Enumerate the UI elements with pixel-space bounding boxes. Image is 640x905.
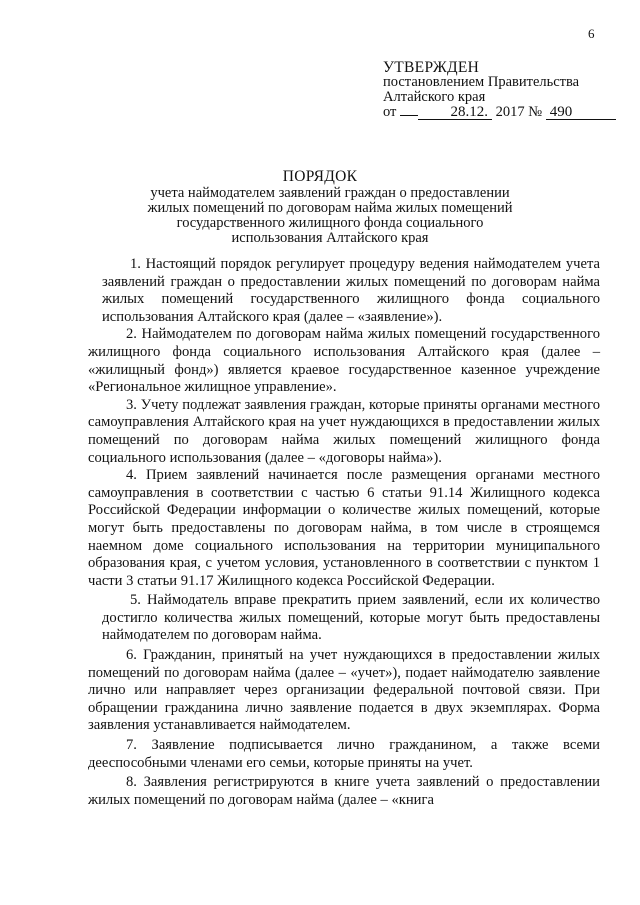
- paragraph-5: 5. Наймодатель вправе прекратить прием заявлений, если их количество достигло количества жилых помещений, которые могут быть предоставлены наймодателем по договорам найма.: [102, 592, 600, 644]
- subtitle-line: учета наймодателем заявлений граждан о предоставлении: [150, 185, 510, 201]
- paragraph-1: 1. Настоящий порядок регулирует процедуру ведения наймодателем учета заявлений граждан о предоставлении жилых помещений по договорам найма жилых помещений государственного жилищного фонда социального использования Алтайского края (далее – «заявление»).: [102, 256, 600, 325]
- document-title: ПОРЯДОК: [282, 168, 358, 185]
- paragraph-3: 3. Учету подлежат заявления граждан, которые приняты органами местного самоуправления Алтайского края на учет нуждающихся в предоставлении жилых помещений по договорам найма жилых помещений жилищного фонда социального использования (далее – «договоры найма»).: [88, 396, 600, 466]
- paragraph-2: 2. Наймодателем по договорам найма жилых помещений государственного жилищного фонда социального использования Алтайского края (далее – «жилищный фонд») является краевое государственное казенное учреждение «Региональное жилищное управление».: [88, 326, 600, 396]
- approval-date-line: [383, 105, 616, 120]
- approval-line: Алтайского края: [383, 89, 486, 105]
- approval-number: 490: [546, 105, 616, 120]
- document-subtitle: [120, 186, 540, 246]
- from-label: от: [383, 104, 397, 120]
- approval-heading: УТВЕРЖДЕН: [383, 59, 480, 76]
- subtitle-line: государственного жилищного фонда социального: [176, 215, 484, 231]
- paragraph-7: 7. Заявление подписывается лично гражданином, а также всеми дееспособными членами его семьи, которые приняты на учет.: [88, 737, 600, 771]
- number-sign: №: [528, 104, 543, 120]
- date-underline: [400, 115, 418, 116]
- paragraph-4: 4. Прием заявлений начинается после размещения органами местного самоуправления в соответствии с частью 6 статьи 91.14 Жилищного кодекса Российской Федерации информации о количестве жилых помещений, которые могут быть предоставлены по договорам найма, в том числе в строящемся наемном доме социального использования на территории муниципального образования края, с учетом условия, установленного в соответствии с пунктом 1 части 3 статьи 91.17 Жилищного кодекса Российской Федерации.: [88, 467, 600, 589]
- document-body: [88, 256, 600, 809]
- subtitle-line: использования Алтайского края: [231, 230, 429, 246]
- approval-date: 28.12.: [418, 105, 492, 120]
- page-number: 6: [588, 26, 595, 41]
- approval-block: [383, 60, 616, 120]
- subtitle-line: жилых помещений по договорам найма жилых помещений: [147, 200, 513, 216]
- paragraph-8: 8. Заявления регистрируются в книге учета заявлений о предоставлении жилых помещений по договорам найма (далее – «книга: [88, 774, 600, 808]
- approval-line: постановлением Правительства: [383, 74, 580, 90]
- paragraph-6: 6. Гражданин, принятый на учет нуждающихся в предоставлении жилых помещений по договорам найма (далее – «учет»), подает наймодателю заявление лично или направляет через организации федеральной почтовой связи. При обращении гражданина лично заявление подается в двух экземплярах. Форма заявления устанавливается наймодателем.: [88, 647, 600, 734]
- approval-year: 2017: [495, 104, 525, 120]
